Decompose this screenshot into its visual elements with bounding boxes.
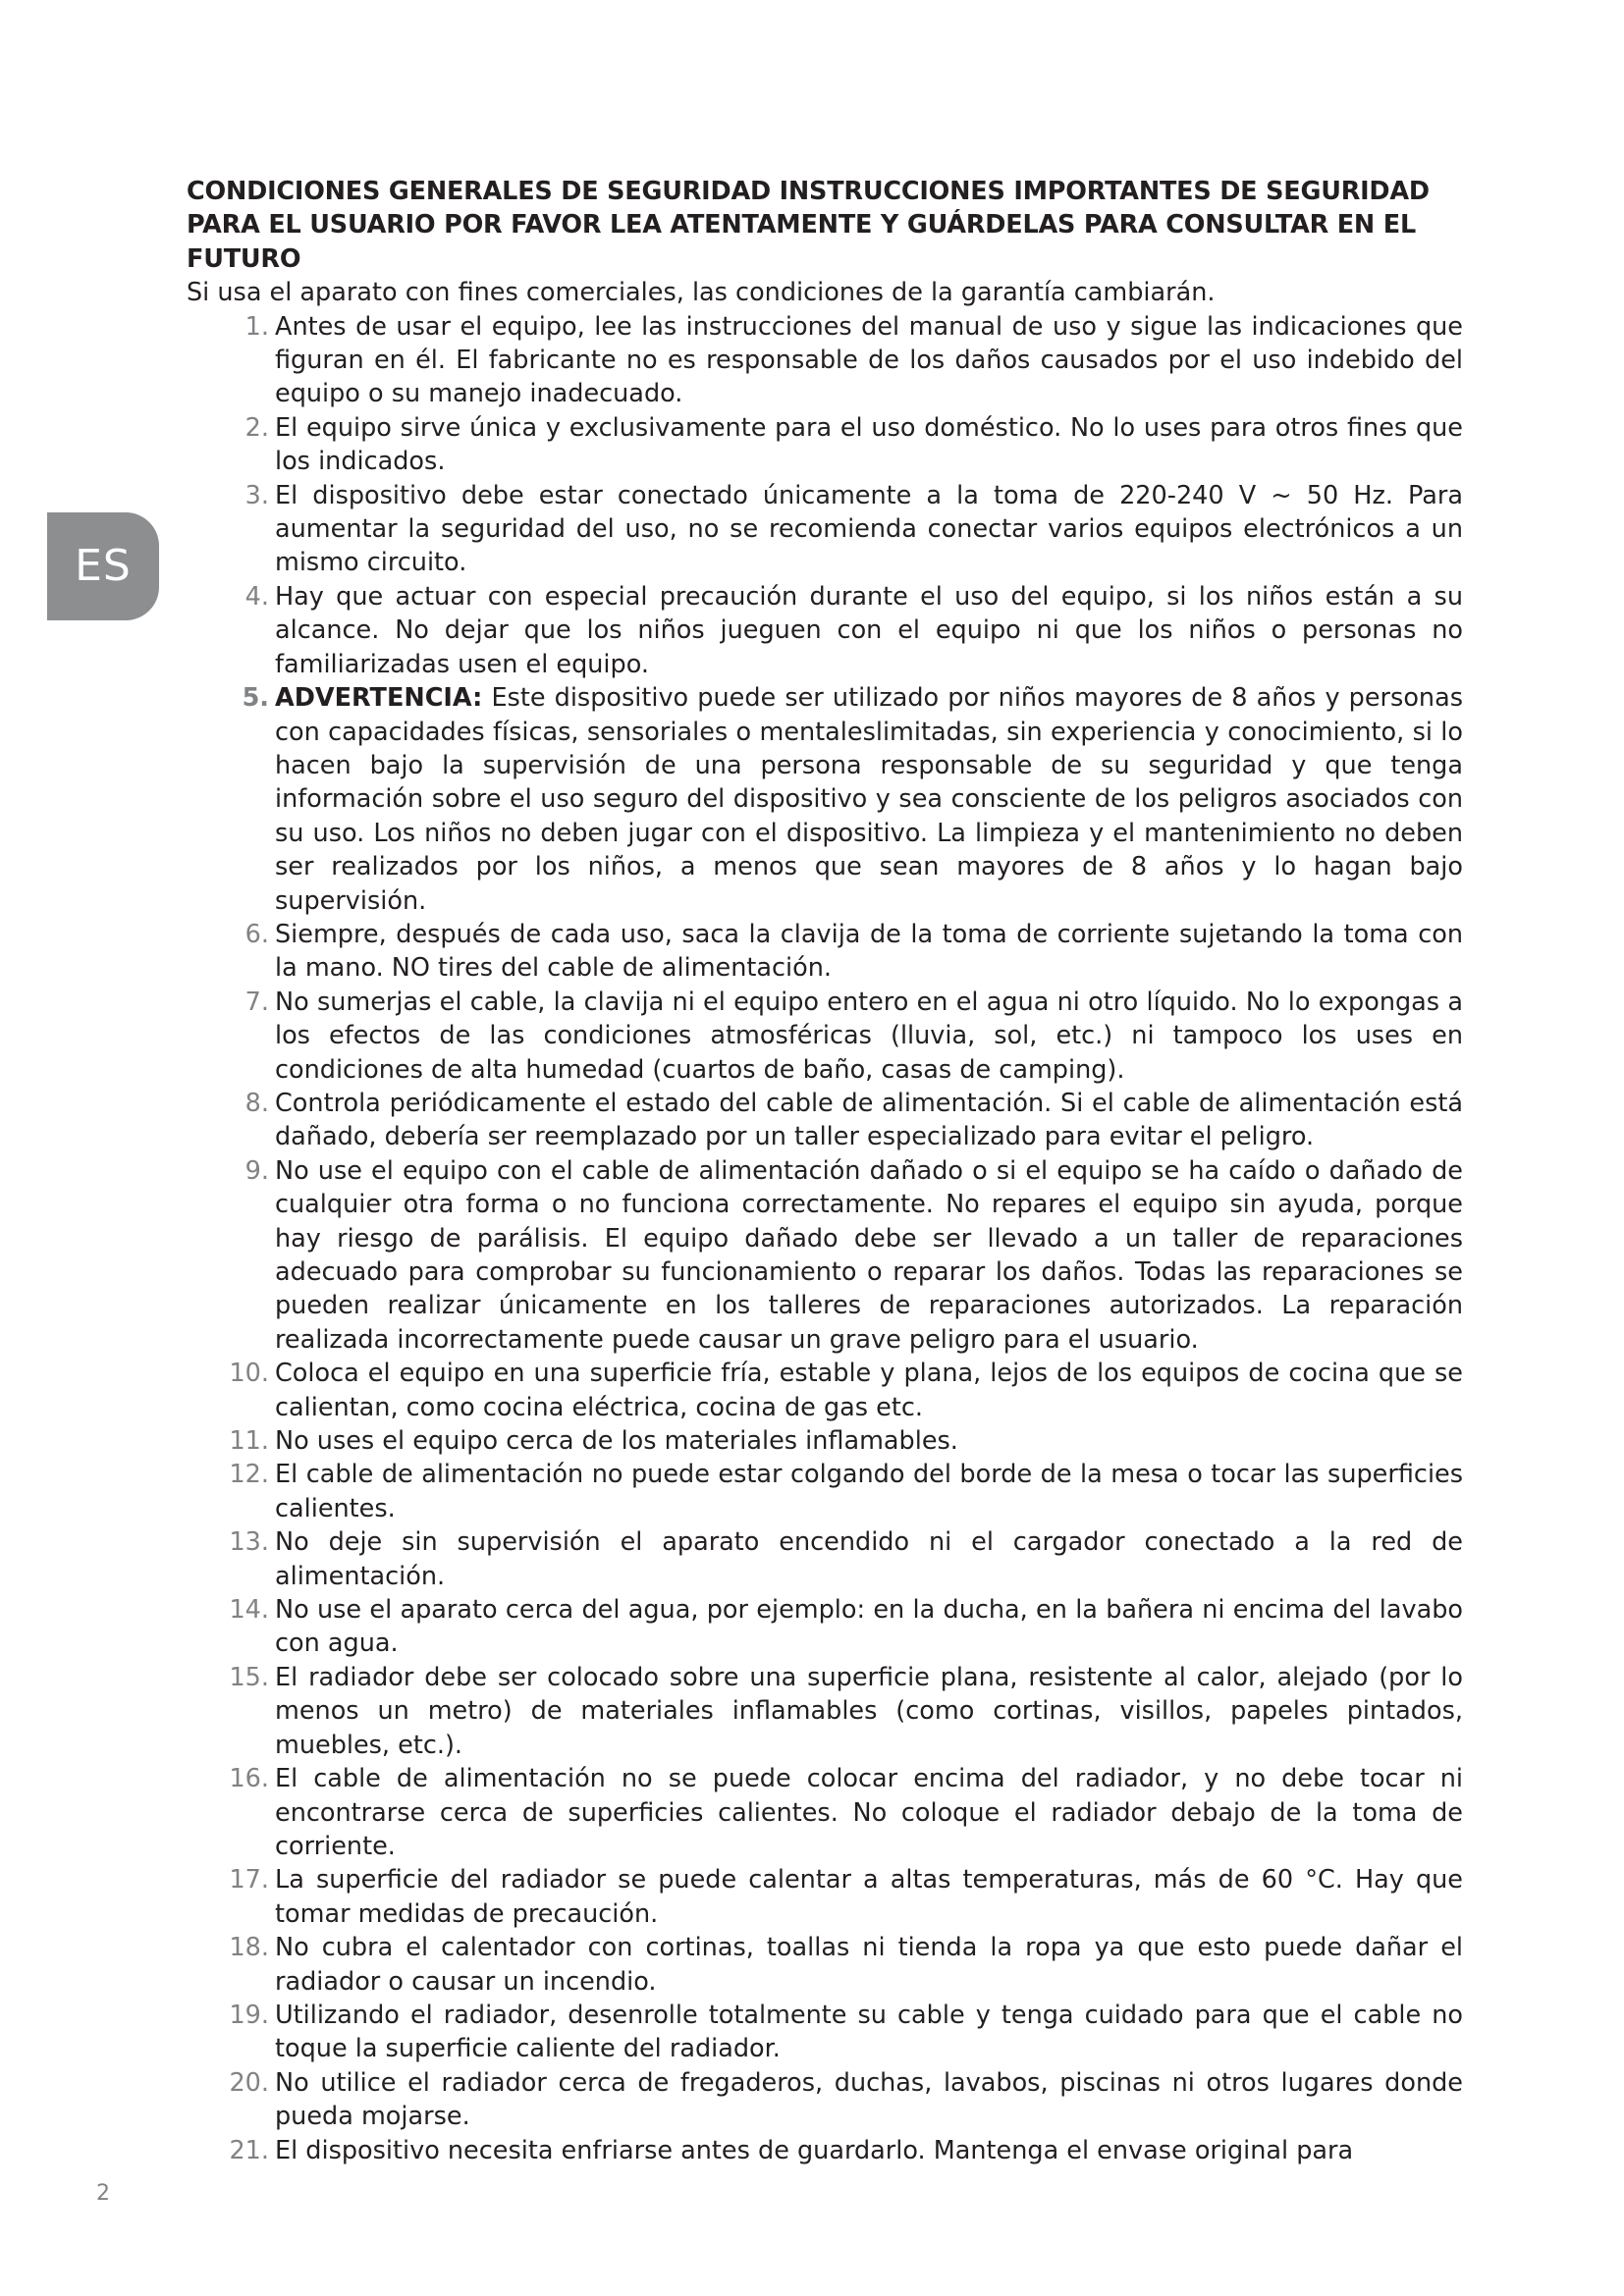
list-item-number: 15. xyxy=(229,1662,269,1692)
list-item-number: 1. xyxy=(244,311,269,342)
list-item-number: 16. xyxy=(229,1764,269,1794)
list-item xyxy=(187,1458,1463,1525)
list-item-number: 13. xyxy=(229,1527,269,1558)
document-body xyxy=(187,175,1463,2167)
list-item-text: El dispositivo necesita enfriarse antes de guardarlo. Mantenga el envase original para xyxy=(275,2135,1354,2165)
list-item xyxy=(187,2066,1463,2134)
list-item-text: El cable de alimentación no se puede colocar encima del radiador, y no debe tocar ni encontrarse cerca de superficies calientes. No coloque el radiador debajo de la toma de corriente. xyxy=(275,1764,1463,1861)
list-item-text: Siempre, después de cada uso, saca la clavija de la toma de corriente sujetando la toma con la mano. NO tires del cable de alimentación. xyxy=(275,919,1463,984)
list-item-text: No uses el equipo cerca de los materiales inflamables. xyxy=(275,1426,958,1457)
list-item xyxy=(187,1999,1463,2066)
list-item-number: 14. xyxy=(229,1595,269,1626)
list-item-text: Antes de usar el equipo, lee las instrucciones del manual de uso y sigue las indicaciones que figuran en él. El fabricante no es responsable de los daños causados por el uso indebido del equipo o su manejo inadecuado. xyxy=(275,311,1463,409)
list-item xyxy=(187,1525,1463,1593)
section-title: CONDICIONES GENERALES DE SEGURIDAD INSTRUCCIONES IMPORTANTES DE SEGURIDAD PARA EL USUARIO POR FAVOR LEA ATENTAMENTE Y GUÁRDELAS PARA CONSULTAR EN EL FUTURO xyxy=(187,177,1430,274)
list-item-text: No use el aparato cerca del agua, por ejemplo: en la ducha, en la bañera ni encima del lavabo con agua. xyxy=(275,1595,1463,1659)
list-item-number: 12. xyxy=(229,1460,269,1490)
list-item xyxy=(187,1087,1463,1154)
list-item-number: 9. xyxy=(244,1155,269,1186)
list-item-number: 10. xyxy=(229,1359,269,1389)
list-item-number: 3. xyxy=(244,480,269,510)
list-item xyxy=(187,986,1463,1087)
list-item xyxy=(187,1154,1463,1357)
list-item-text: No use el equipo con el cable de alimentación dañado o si el equipo se ha caído o dañado de cualquier otra forma o no funciona correctamente. No repares el equipo sin ayuda, porque hay riesgo de parálisis. El equipo dañado debe ser llevado a un taller de reparaciones adecuado para comprobar su funcionamiento o reparar los daños. Todas las reparaciones se pueden realizar únicamente en los talleres de reparaciones autorizados. La reparación realizada incorrectamente puede causar un grave peligro para el usuario. xyxy=(275,1155,1463,1355)
page-number: 2 xyxy=(96,2181,110,2206)
list-item-number: 4. xyxy=(244,581,269,612)
list-item-text: Controla periódicamente el estado del cable de alimentación. Si el cable de alimentación está dañado, debería ser reemplazado por un taller especializado para evitar el peligro. xyxy=(275,1088,1463,1152)
list-item xyxy=(187,1424,1463,1458)
list-item-text: No sumerjas el cable, la clavija ni el equipo entero en el agua ni otro líquido. No lo expongas a los efectos de las condiciones atmosféricas (lluvia, sol, etc.) ni tampoco los uses en condiciones de alta humedad (cuartos de baño, casas de camping). xyxy=(275,987,1463,1085)
safety-instructions-list xyxy=(187,310,1463,2167)
language-tab-es: ES xyxy=(47,512,159,620)
list-item xyxy=(187,681,1463,918)
list-item-text: Hay que actuar con especial precaución durante el uso del equipo, si los niños están a su alcance. No dejar que los niños jueguen con el equipo ni que los niños o personas no familiarizadas usen el equipo. xyxy=(275,581,1463,679)
list-item-number: 7. xyxy=(244,987,269,1017)
list-item xyxy=(187,411,1463,479)
list-item xyxy=(187,1762,1463,1863)
list-item-number: 5. xyxy=(242,683,269,714)
list-item-text: No deje sin supervisión el aparato encendido ni el cargador conectado a la red de alimentación. xyxy=(275,1527,1463,1591)
list-item-text: El equipo sirve única y exclusivamente para el uso doméstico. No lo uses para otros fines que los indicados. xyxy=(275,412,1463,477)
list-item-text: Este dispositivo puede ser utilizado por niños mayores de 8 años y personas con capacidades físicas, sensoriales o mentaleslimitadas, sin experiencia y conocimiento, si lo hacen bajo la supervisión de una persona responsable de su seguridad y que tenga información sobre el uso seguro del dispositivo y sea consciente de los peligros asociados con su uso. Los niños no deben jugar con el dispositivo. La limpieza y el mantenimiento no deben ser realizados por los niños, a menos que sean mayores de 8 años y lo hagan bajo supervisión. xyxy=(275,683,1463,916)
list-item xyxy=(187,918,1463,986)
list-item xyxy=(187,479,1463,580)
list-item-number: 18. xyxy=(229,1933,269,1963)
list-item-number: 20. xyxy=(229,2067,269,2098)
list-item xyxy=(187,1863,1463,1931)
list-item-text: El radiador debe ser colocado sobre una superficie plana, resistente al calor, alejado (por lo menos un metro) de materiales inflamables (como cortinas, visillos, papeles pintados, muebles, etc.). xyxy=(275,1662,1463,1760)
intro-paragraph: Si usa el aparato con fines comerciales, las condiciones de la garantía cambiarán. xyxy=(187,278,1216,308)
list-item-text: Coloca el equipo en una superficie fría, estable y plana, lejos de los equipos de cocina que se calientan, como cocina eléctrica, cocina de gas etc. xyxy=(275,1359,1463,1422)
list-item-text: El cable de alimentación no puede estar colgando del borde de la mesa o tocar las superficies calientes. xyxy=(275,1460,1463,1523)
list-item xyxy=(187,2134,1463,2167)
list-item xyxy=(187,1357,1463,1424)
list-item-number: 8. xyxy=(244,1088,269,1118)
list-item-text: La superficie del radiador se puede calentar a altas temperaturas, más de 60 °C. Hay que tomar medidas de precaución. xyxy=(275,1865,1463,1929)
warning-label: ADVERTENCIA: xyxy=(275,683,483,714)
list-item-number: 2. xyxy=(244,412,269,443)
list-item-number: 11. xyxy=(229,1426,269,1457)
list-item-text: No utilice el radiador cerca de fregaderos, duchas, lavabos, piscinas ni otros lugares donde pueda mojarse. xyxy=(275,2067,1463,2132)
list-item-text: El dispositivo debe estar conectado únicamente a la toma de 220-240 V ~ 50 Hz. Para aumentar la seguridad del uso, no se recomienda conectar varios equipos electrónicos a un mismo circuito. xyxy=(275,480,1463,578)
list-item xyxy=(187,1931,1463,1999)
list-item xyxy=(187,1593,1463,1661)
list-item-text: Utilizando el radiador, desenrolle totalmente su cable y tenga cuidado para que el cable no toque la superficie caliente del radiador. xyxy=(275,2000,1463,2064)
list-item xyxy=(187,310,1463,411)
list-item-number: 17. xyxy=(229,1865,269,1896)
list-item-number: 21. xyxy=(229,2135,269,2165)
list-item-text: No cubra el calentador con cortinas, toallas ni tienda la ropa ya que esto puede dañar el radiador o causar un incendio. xyxy=(275,1933,1463,1997)
list-item-number: 6. xyxy=(244,919,269,949)
list-item xyxy=(187,1661,1463,1762)
list-item-number: 19. xyxy=(229,2000,269,2030)
list-item xyxy=(187,580,1463,681)
